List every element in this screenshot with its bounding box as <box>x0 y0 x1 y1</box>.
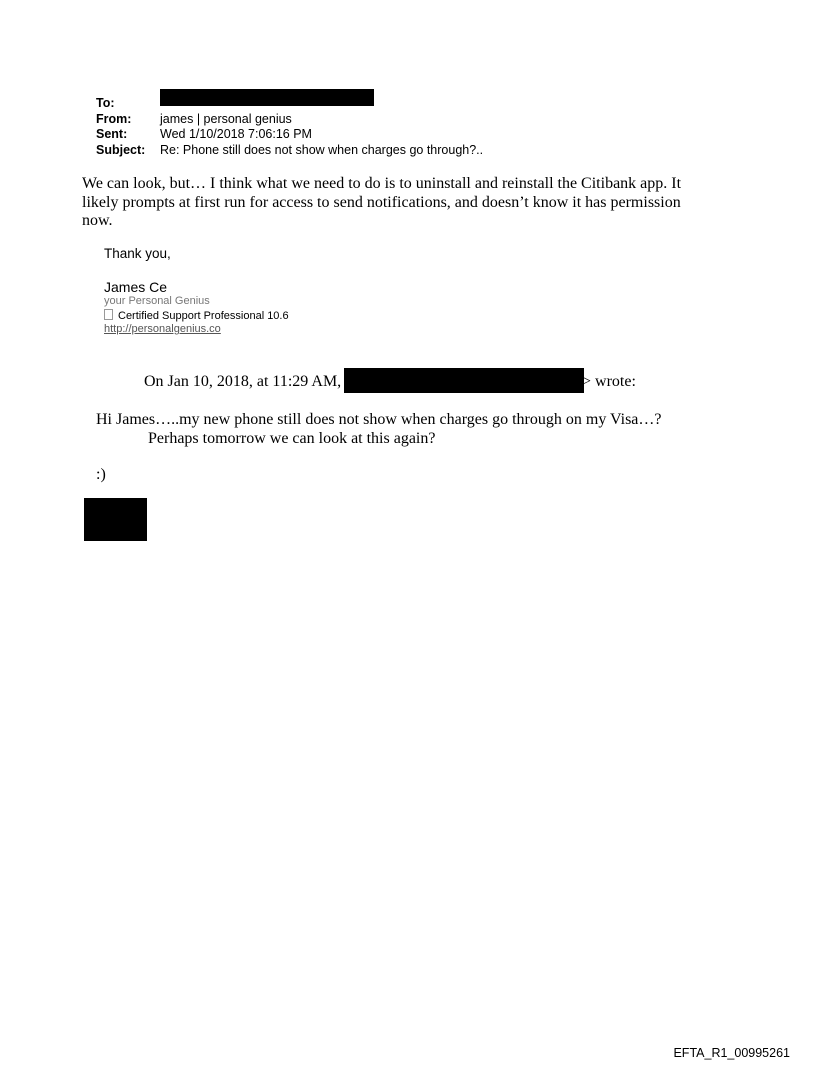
to-label: To: <box>96 96 115 110</box>
from-label: From: <box>96 111 132 126</box>
sent-label: Sent: <box>96 127 128 141</box>
from-row <box>96 112 483 128</box>
quoted-smiley: :) <box>96 466 106 483</box>
subject-label: Subject: <box>96 142 146 157</box>
signature-cert <box>104 309 289 322</box>
quoted-line-1: Hi James…..my new phone still does not show when charges go through on my Visa…? <box>96 411 662 428</box>
quote-intro: On Jan 10, 2018, at 11:29 AM, <box>144 373 342 390</box>
signature-cert-text: Certified Support Professional 10.6 <box>118 310 289 322</box>
sent-row <box>96 127 483 143</box>
signature-name: James Ce <box>104 279 168 295</box>
subject-value: Re: Phone still does not show when charges go through?.. <box>160 142 484 157</box>
from-value: james | personal genius <box>160 111 292 126</box>
subject-row <box>96 143 483 159</box>
signature-redaction-block <box>84 498 147 541</box>
quote-wrote: > wrote: <box>582 373 636 390</box>
document-id: EFTA_R1_00995261 <box>673 1046 790 1060</box>
signature-link[interactable]: http://personalgenius.co <box>104 323 221 335</box>
quoted-message <box>96 411 662 448</box>
message-body: We can look, but… I think what we need to do is to uninstall and reinstall the Citibank app. It likely prompts at first run for access to send notifications, and doesn’t know it has permission now. <box>82 175 682 229</box>
signature-thanks: Thank you, <box>104 246 171 261</box>
cert-icon <box>104 309 113 320</box>
quoted-line-2: Perhaps tomorrow we can look at this again? <box>148 429 436 447</box>
sender-redaction-bar <box>344 368 584 393</box>
sent-value: Wed 1/10/2018 7:06:16 PM <box>160 127 312 141</box>
to-redaction-bar <box>160 89 374 106</box>
signature-role: your Personal Genius <box>104 295 210 307</box>
